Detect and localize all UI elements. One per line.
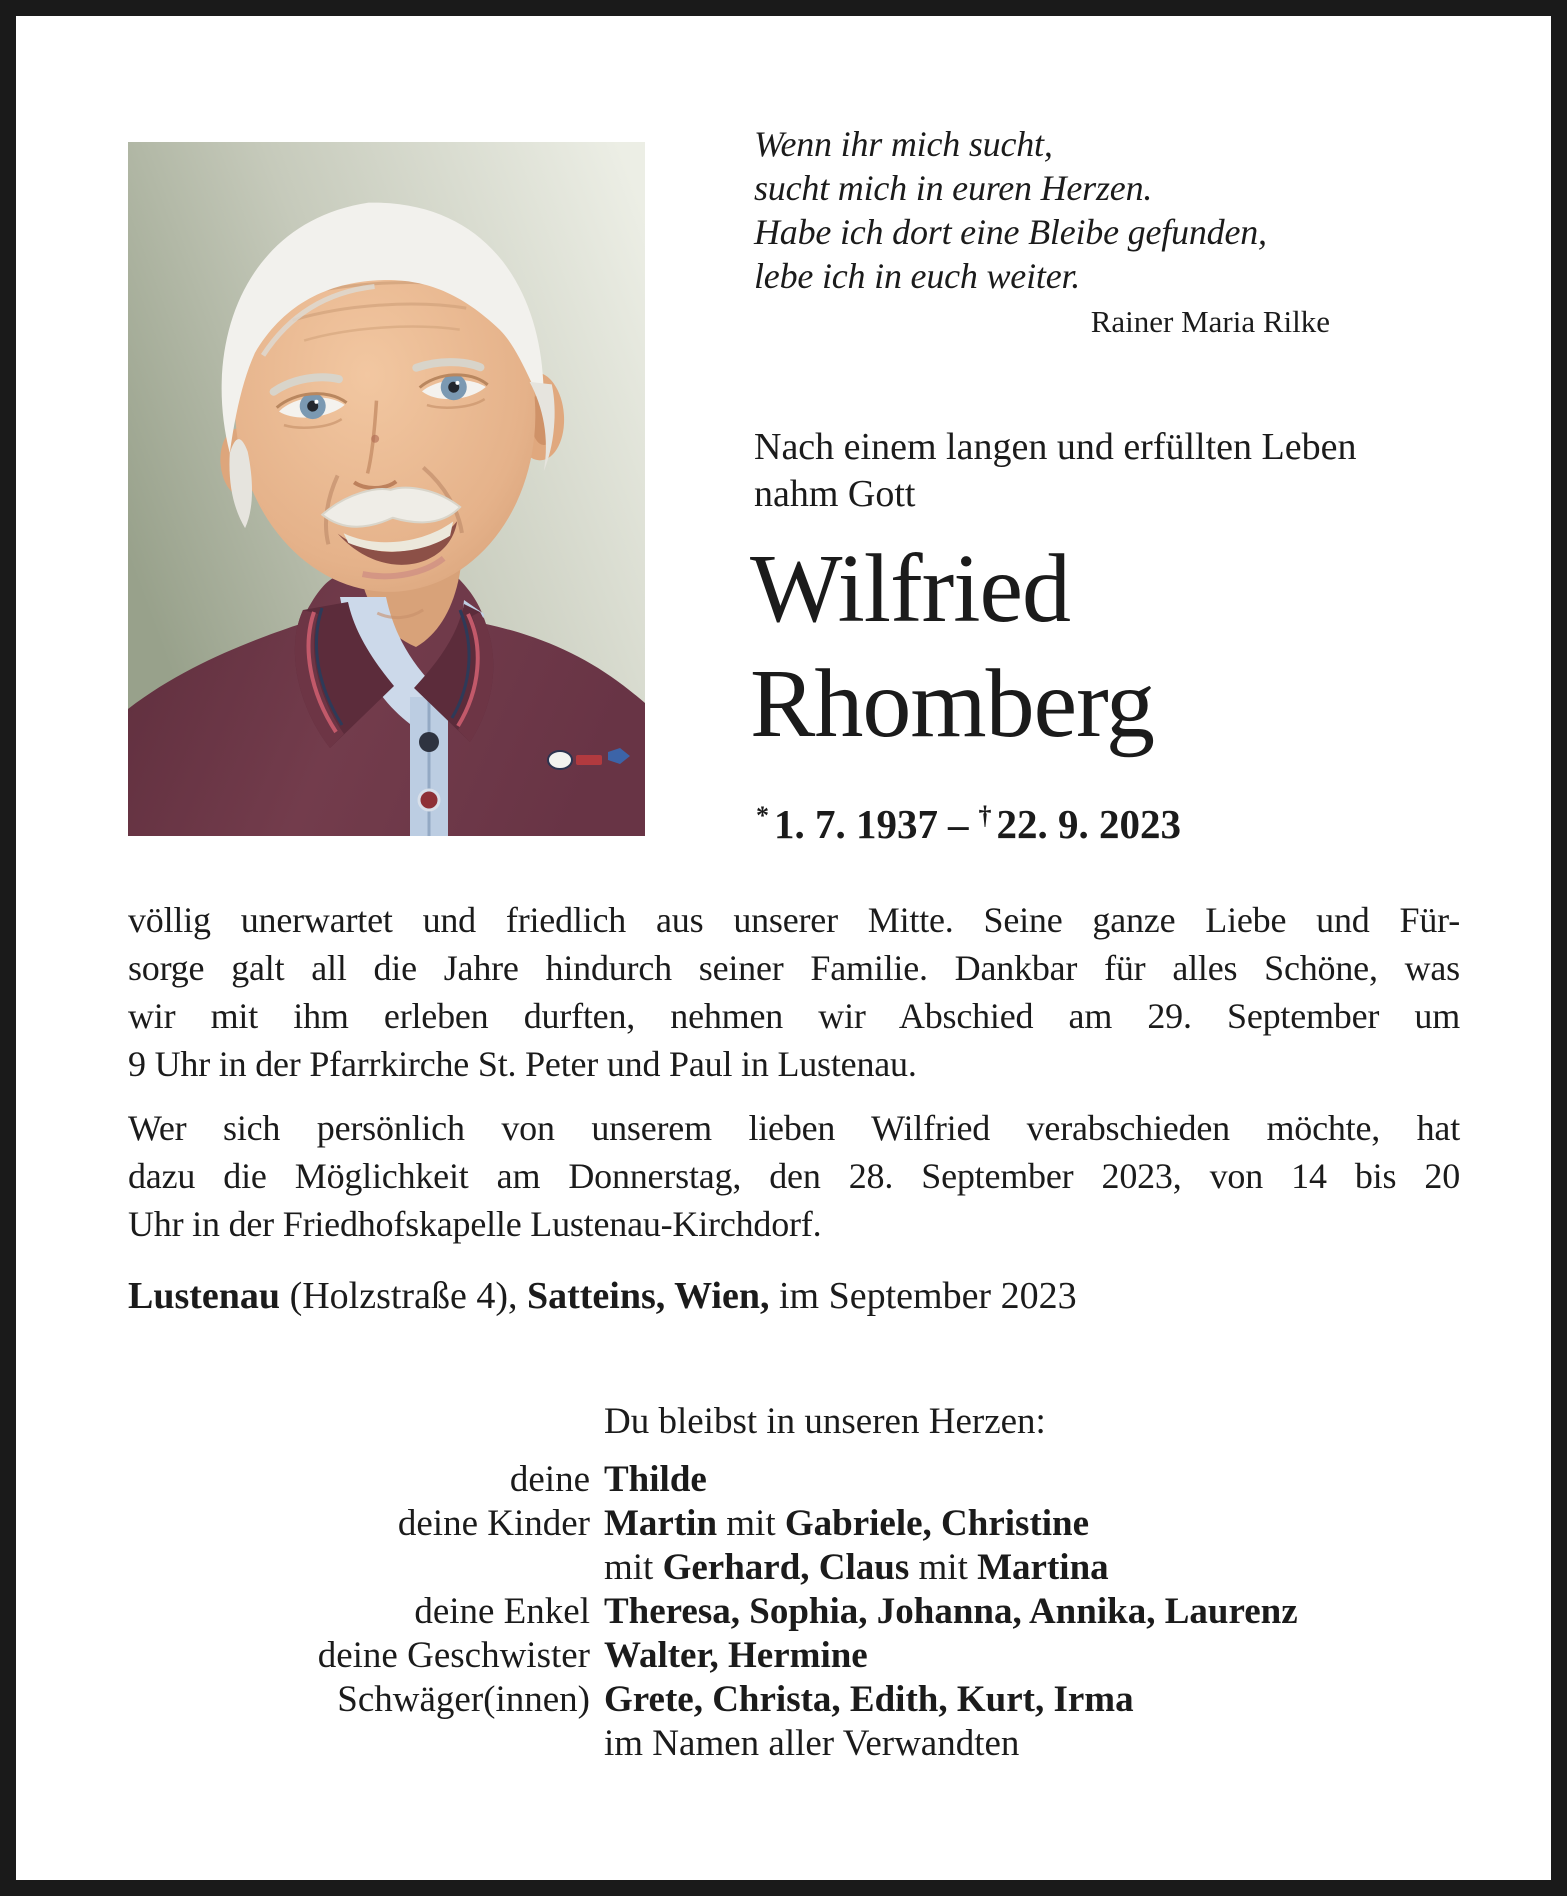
paragraph-line: sorge galt all die Jahre hindurch seiner Familie. Dankbar für alles Schöne, was	[128, 948, 1460, 988]
text-segment: Walter, Hermine	[604, 1635, 868, 1676]
portrait-photo	[128, 142, 645, 836]
farewell-paragraph	[128, 1104, 1460, 1248]
cities-line	[128, 1274, 1468, 1318]
birth-date: 1. 7. 1937	[774, 801, 938, 847]
dates-separator: –	[948, 801, 969, 847]
relative-names	[604, 1546, 1464, 1590]
paragraph-line: dazu die Möglichkeit am Donnerstag, den 28. September 2023, von 14 bis 20	[128, 1156, 1460, 1196]
quote-line: lebe ich in euch weiter.	[754, 256, 1081, 296]
relation-label	[128, 1722, 590, 1766]
text-segment: Gabriele, Christine	[784, 1503, 1090, 1544]
text-segment: Gerhard, Claus	[662, 1547, 910, 1588]
closing-section	[128, 1400, 1464, 1766]
relation-label: deine Kinder	[397, 1503, 590, 1544]
life-dates	[756, 800, 1181, 848]
text-segment: Martin	[604, 1503, 718, 1544]
relative-names	[604, 1634, 1464, 1678]
paragraph-line: Wer sich persönlich von unserem lieben Wilfried verabschieden möchte, hat	[128, 1108, 1460, 1148]
paragraph-line: 9 Uhr in der Pfarrkirche St. Peter und Paul in Lustenau.	[128, 1044, 917, 1084]
text-segment: im September 2023	[769, 1275, 1077, 1317]
relation-label	[128, 1546, 590, 1590]
text-segment: Grete, Christa, Edith, Kurt, Irma	[604, 1679, 1134, 1720]
paragraph-line: Uhr in der Friedhofskapelle Lustenau-Kirchdorf.	[128, 1204, 822, 1244]
text-segment: Thilde	[604, 1459, 707, 1500]
relative-names	[604, 1678, 1464, 1722]
deceased-first-name: Wilfried	[750, 535, 1071, 643]
text-segment: Satteins, Wien,	[526, 1275, 770, 1317]
text-segment: mit	[604, 1547, 663, 1588]
text-segment: im Namen aller Verwandten	[604, 1723, 1020, 1764]
intro-line: Nach einem langen und erfüllten Leben	[754, 426, 1357, 468]
relative-names	[604, 1458, 1464, 1502]
announcement-paragraph	[128, 896, 1460, 1088]
text-segment: mit	[909, 1547, 978, 1588]
quote-line: sucht mich in euren Herzen.	[754, 168, 1153, 208]
text-segment: Lustenau	[128, 1275, 281, 1317]
closing-headline: Du bleibst in unseren Herzen:	[604, 1401, 1046, 1442]
text-segment: mit	[717, 1503, 785, 1544]
birth-symbol: *	[756, 801, 769, 830]
death-date: 22. 9. 2023	[996, 801, 1181, 847]
paragraph-line: wir mit ihm erleben durften, nehmen wir Abschied am 29. September um	[128, 996, 1460, 1036]
deceased-last-name: Rhomberg	[750, 650, 1154, 758]
memorial-quote	[754, 122, 1434, 298]
text-segment: Theresa, Sophia, Johanna, Annika, Laurenz	[604, 1591, 1298, 1632]
relative-names	[604, 1590, 1464, 1634]
text-segment: (Holzstraße 4),	[280, 1275, 527, 1317]
relative-names	[604, 1722, 1464, 1766]
relation-label: deine Geschwister	[317, 1635, 590, 1676]
text-segment: Martina	[977, 1547, 1109, 1588]
relation-label: deine	[509, 1459, 590, 1500]
relation-label: deine Enkel	[414, 1591, 590, 1632]
relation-label: Schwäger(innen)	[337, 1679, 590, 1720]
intro-text	[754, 424, 1454, 518]
deceased-name	[750, 532, 1470, 762]
paragraph-line: völlig unerwartet und friedlich aus unserer Mitte. Seine ganze Liebe und Für-	[128, 900, 1460, 940]
intro-line: nahm Gott	[754, 473, 916, 515]
quote-attribution: Rainer Maria Rilke	[1090, 304, 1330, 339]
quote-line: Habe ich dort eine Bleibe gefunden,	[754, 212, 1267, 252]
quote-line: Wenn ihr mich sucht,	[754, 124, 1053, 164]
relative-names	[604, 1502, 1464, 1546]
death-symbol: †	[978, 801, 992, 830]
